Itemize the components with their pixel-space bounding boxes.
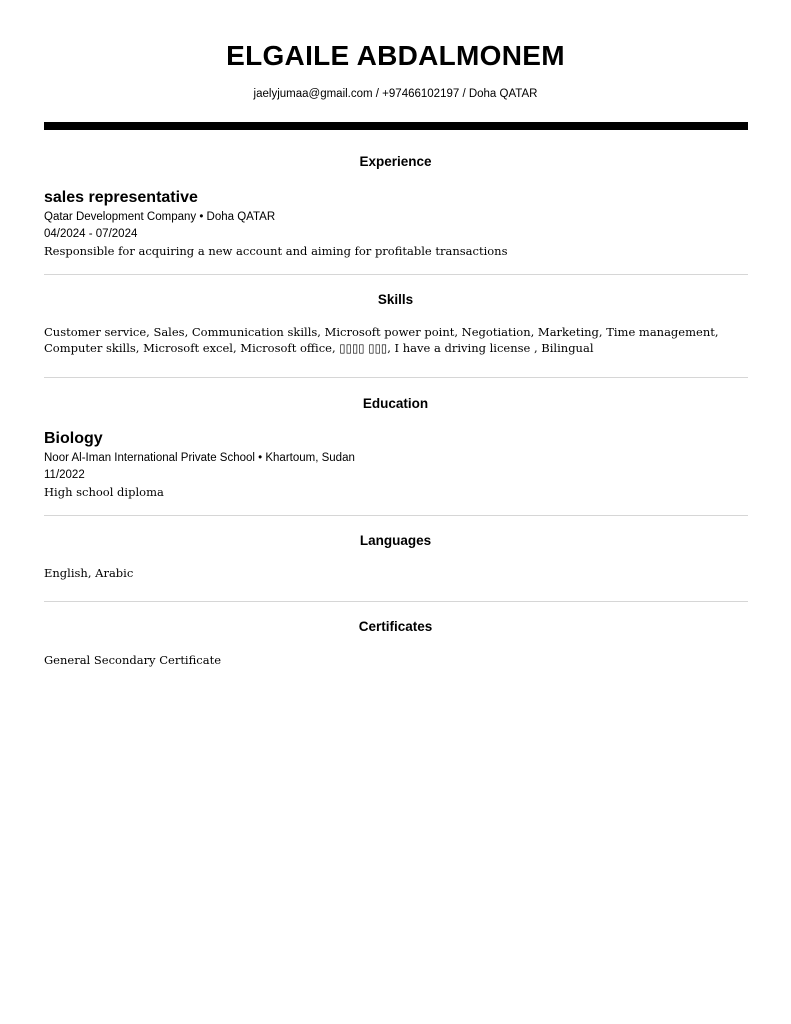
- section-divider: [44, 601, 748, 602]
- section-title-languages: Languages: [359, 533, 432, 548]
- section-title-skills: Skills: [377, 292, 414, 307]
- experience-description: Responsible for acquiring a new account and aiming for profitable transactions: [44, 244, 508, 258]
- candidate-name: ELGAILE ABDALMONEM: [226, 40, 565, 71]
- education-date: 11/2022: [44, 469, 85, 481]
- skills-line-1: Customer service, Sales, Communication skills, Microsoft power point, Negotiation, Marketing, Time management,: [44, 325, 719, 339]
- skills-line-2: Computer skills, Microsoft excel, Microsoft office, ▯▯▯▯ ▯▯▯, I have a driving license , Bilingual: [44, 341, 594, 355]
- experience-dates: 04/2024 - 07/2024: [44, 228, 138, 240]
- section-title-certificates: Certificates: [358, 619, 433, 634]
- experience-company: Qatar Development Company • Doha QATAR: [44, 211, 276, 223]
- education-school: Noor Al-Iman International Private School • Khartoum, Sudan: [44, 452, 355, 464]
- header-divider: [44, 122, 748, 130]
- experience-job-title: sales representative: [44, 189, 198, 206]
- education-degree: High school diploma: [44, 485, 164, 499]
- section-divider: [44, 515, 748, 516]
- contact-line: jaelyjumaa@gmail.com / +97466102197 / Doha QATAR: [253, 88, 538, 100]
- section-divider: [44, 274, 748, 275]
- section-title-education: Education: [362, 396, 429, 411]
- section-title-experience: Experience: [359, 154, 432, 169]
- certificates-text: General Secondary Certificate: [44, 653, 222, 667]
- languages-text: English, Arabic: [44, 566, 134, 580]
- education-field: Biology: [44, 430, 103, 447]
- section-divider: [44, 377, 748, 378]
